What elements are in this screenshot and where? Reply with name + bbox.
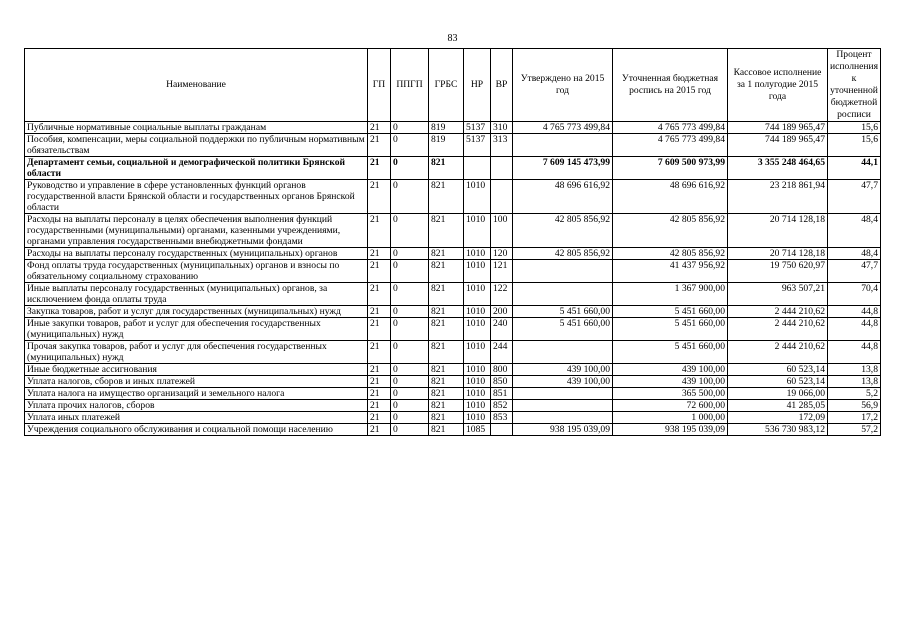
cell-gp: 21 xyxy=(368,364,391,376)
table-row xyxy=(25,424,881,436)
cell-ppgp: 0 xyxy=(391,306,429,318)
cell-percent: 48,4 xyxy=(828,248,881,260)
cell-grbs: 821 xyxy=(429,248,464,260)
cell-ppgp: 0 xyxy=(391,283,429,306)
cell-refined: 938 195 039,09 xyxy=(613,424,728,436)
cell-vr: 244 xyxy=(491,341,513,364)
cell-ppgp: 0 xyxy=(391,260,429,283)
cell-vr: 851 xyxy=(491,388,513,400)
cell-percent: 13,8 xyxy=(828,364,881,376)
cell-gp: 21 xyxy=(368,122,391,134)
cell-cash: 41 285,05 xyxy=(728,400,828,412)
cell-name: Руководство и управление в сфере установленных функций органов государственной власти Брянской области и государственных органов Брянской области xyxy=(25,180,368,214)
cell-name: Пособия, компенсации, меры социальной поддержки по публичным нормативным обязательствам xyxy=(25,134,368,157)
table-row xyxy=(25,180,881,214)
cell-gp: 21 xyxy=(368,388,391,400)
cell-grbs: 821 xyxy=(429,306,464,318)
cell-gp: 21 xyxy=(368,283,391,306)
cell-cash: 2 444 210,62 xyxy=(728,306,828,318)
cell-np: 1010 xyxy=(464,180,491,214)
cell-gp: 21 xyxy=(368,424,391,436)
cell-refined: 439 100,00 xyxy=(613,376,728,388)
cell-ppgp: 0 xyxy=(391,157,429,180)
cell-vr: 850 xyxy=(491,376,513,388)
cell-approved xyxy=(513,412,613,424)
table-row xyxy=(25,364,881,376)
page-number: 83 xyxy=(447,33,458,44)
cell-grbs: 819 xyxy=(429,134,464,157)
table-row xyxy=(25,341,881,364)
cell-refined: 365 500,00 xyxy=(613,388,728,400)
cell-ppgp: 0 xyxy=(391,388,429,400)
cell-cash: 536 730 983,12 xyxy=(728,424,828,436)
cell-gp: 21 xyxy=(368,214,391,248)
cell-approved: 938 195 039,09 xyxy=(513,424,613,436)
cell-refined: 5 451 660,00 xyxy=(613,306,728,318)
cell-np: 1010 xyxy=(464,214,491,248)
cell-cash: 744 189 965,47 xyxy=(728,134,828,157)
cell-approved xyxy=(513,341,613,364)
cell-approved: 42 805 856,92 xyxy=(513,214,613,248)
cell-ppgp: 0 xyxy=(391,400,429,412)
cell-vr: 100 xyxy=(491,214,513,248)
cell-grbs: 819 xyxy=(429,122,464,134)
cell-cash: 60 523,14 xyxy=(728,376,828,388)
cell-gp: 21 xyxy=(368,412,391,424)
cell-percent: 57,2 xyxy=(828,424,881,436)
cell-vr: 122 xyxy=(491,283,513,306)
header-name: Наименование xyxy=(25,49,368,122)
cell-cash: 172,09 xyxy=(728,412,828,424)
table-row xyxy=(25,412,881,424)
cell-vr: 121 xyxy=(491,260,513,283)
cell-approved xyxy=(513,388,613,400)
header-grbs: ГРБС xyxy=(429,49,464,122)
cell-name: Уплата иных платежей xyxy=(25,412,368,424)
cell-percent: 44,8 xyxy=(828,306,881,318)
cell-refined: 1 367 900,00 xyxy=(613,283,728,306)
table-row xyxy=(25,260,881,283)
cell-vr xyxy=(491,180,513,214)
cell-approved: 48 696 616,92 xyxy=(513,180,613,214)
cell-percent: 17,2 xyxy=(828,412,881,424)
cell-vr xyxy=(491,157,513,180)
cell-approved xyxy=(513,260,613,283)
cell-np: 1010 xyxy=(464,260,491,283)
cell-np: 1010 xyxy=(464,318,491,341)
cell-grbs: 821 xyxy=(429,283,464,306)
cell-vr: 310 xyxy=(491,122,513,134)
table-row xyxy=(25,122,881,134)
cell-refined: 4 765 773 499,84 xyxy=(613,134,728,157)
cell-gp: 21 xyxy=(368,248,391,260)
cell-np: 5137 xyxy=(464,122,491,134)
cell-ppgp: 0 xyxy=(391,341,429,364)
table-row xyxy=(25,134,881,157)
cell-name: Закупка товаров, работ и услуг для государственных (муниципальных) нужд xyxy=(25,306,368,318)
cell-grbs: 821 xyxy=(429,341,464,364)
cell-vr: 120 xyxy=(491,248,513,260)
header-vr: ВР xyxy=(491,49,513,122)
cell-percent: 15,6 xyxy=(828,134,881,157)
header-row xyxy=(25,49,881,122)
table-row xyxy=(25,318,881,341)
cell-refined: 48 696 616,92 xyxy=(613,180,728,214)
cell-np: 1010 xyxy=(464,376,491,388)
cell-cash: 23 218 861,94 xyxy=(728,180,828,214)
cell-np: 1010 xyxy=(464,306,491,318)
cell-grbs: 821 xyxy=(429,260,464,283)
cell-cash: 2 444 210,62 xyxy=(728,318,828,341)
cell-approved: 5 451 660,00 xyxy=(513,318,613,341)
cell-approved: 439 100,00 xyxy=(513,364,613,376)
cell-np: 1010 xyxy=(464,248,491,260)
cell-gp: 21 xyxy=(368,260,391,283)
cell-name: Иные закупки товаров, работ и услуг для обеспечения государственных (муниципальных) нужд xyxy=(25,318,368,341)
budget-table xyxy=(24,48,881,436)
cell-np: 5137 xyxy=(464,134,491,157)
table-row xyxy=(25,376,881,388)
cell-cash: 19 066,00 xyxy=(728,388,828,400)
cell-name: Иные бюджетные ассигнования xyxy=(25,364,368,376)
cell-ppgp: 0 xyxy=(391,214,429,248)
cell-vr: 800 xyxy=(491,364,513,376)
cell-gp: 21 xyxy=(368,400,391,412)
cell-name: Публичные нормативные социальные выплаты гражданам xyxy=(25,122,368,134)
cell-name: Департамент семьи, социальной и демографической политики Брянской области xyxy=(25,157,368,180)
cell-approved xyxy=(513,134,613,157)
cell-gp: 21 xyxy=(368,134,391,157)
cell-np: 1010 xyxy=(464,388,491,400)
cell-percent: 44,8 xyxy=(828,341,881,364)
header-cash: Кассовое исполнение за 1 полугодие 2015 года xyxy=(728,49,828,122)
cell-grbs: 821 xyxy=(429,157,464,180)
cell-cash: 20 714 128,18 xyxy=(728,248,828,260)
header-percent: Процент исполнения к уточненной бюджетной росписи xyxy=(828,49,881,122)
cell-approved: 7 609 145 473,99 xyxy=(513,157,613,180)
cell-vr: 853 xyxy=(491,412,513,424)
cell-ppgp: 0 xyxy=(391,248,429,260)
cell-gp: 21 xyxy=(368,376,391,388)
cell-gp: 21 xyxy=(368,180,391,214)
cell-percent: 48,4 xyxy=(828,214,881,248)
cell-cash: 3 355 248 464,65 xyxy=(728,157,828,180)
cell-vr: 240 xyxy=(491,318,513,341)
cell-grbs: 821 xyxy=(429,364,464,376)
cell-name: Уплата прочих налогов, сборов xyxy=(25,400,368,412)
cell-name: Прочая закупка товаров, работ и услуг для обеспечения государственных (муниципальных) нужд xyxy=(25,341,368,364)
cell-cash: 963 507,21 xyxy=(728,283,828,306)
table-row xyxy=(25,157,881,180)
cell-grbs: 821 xyxy=(429,412,464,424)
cell-refined: 41 437 956,92 xyxy=(613,260,728,283)
cell-np: 1010 xyxy=(464,412,491,424)
cell-np: 1085 xyxy=(464,424,491,436)
cell-cash: 60 523,14 xyxy=(728,364,828,376)
cell-gp: 21 xyxy=(368,341,391,364)
cell-name: Учреждения социального обслуживания и социальной помощи населению xyxy=(25,424,368,436)
cell-refined: 5 451 660,00 xyxy=(613,341,728,364)
cell-name: Расходы на выплаты персоналу в целях обеспечения выполнения функций государственными (муниципальными) органами, казенными учреждениями, органами управления государственными внебюджетными фондами xyxy=(25,214,368,248)
cell-approved: 439 100,00 xyxy=(513,376,613,388)
cell-cash: 2 444 210,62 xyxy=(728,341,828,364)
cell-refined: 7 609 500 973,99 xyxy=(613,157,728,180)
table-row xyxy=(25,248,881,260)
cell-approved: 5 451 660,00 xyxy=(513,306,613,318)
cell-percent: 44,8 xyxy=(828,318,881,341)
cell-grbs: 821 xyxy=(429,214,464,248)
cell-percent: 15,6 xyxy=(828,122,881,134)
cell-name: Уплата налогов, сборов и иных платежей xyxy=(25,376,368,388)
cell-vr: 313 xyxy=(491,134,513,157)
cell-refined: 5 451 660,00 xyxy=(613,318,728,341)
cell-percent: 47,7 xyxy=(828,260,881,283)
cell-refined: 4 765 773 499,84 xyxy=(613,122,728,134)
cell-vr: 852 xyxy=(491,400,513,412)
cell-ppgp: 0 xyxy=(391,180,429,214)
cell-grbs: 821 xyxy=(429,400,464,412)
cell-np: 1010 xyxy=(464,400,491,412)
cell-refined: 72 600,00 xyxy=(613,400,728,412)
header-gp: ГП xyxy=(368,49,391,122)
cell-ppgp: 0 xyxy=(391,376,429,388)
cell-np: 1010 xyxy=(464,364,491,376)
cell-grbs: 821 xyxy=(429,180,464,214)
cell-name: Фонд оплаты труда государственных (муниципальных) органов и взносы по обязательному социальному страхованию xyxy=(25,260,368,283)
cell-ppgp: 0 xyxy=(391,318,429,341)
cell-ppgp: 0 xyxy=(391,122,429,134)
header-refined: Уточненная бюджетная роспись на 2015 год xyxy=(613,49,728,122)
cell-refined: 42 805 856,92 xyxy=(613,214,728,248)
header-approved: Утверждено на 2015 год xyxy=(513,49,613,122)
cell-grbs: 821 xyxy=(429,388,464,400)
cell-name: Иные выплаты персоналу государственных (муниципальных) органов, за исключением фонда оплаты труда xyxy=(25,283,368,306)
cell-grbs: 821 xyxy=(429,376,464,388)
cell-ppgp: 0 xyxy=(391,424,429,436)
cell-cash: 20 714 128,18 xyxy=(728,214,828,248)
cell-percent: 44,1 xyxy=(828,157,881,180)
table-body xyxy=(25,122,881,436)
cell-cash: 19 750 620,97 xyxy=(728,260,828,283)
header-np: НР xyxy=(464,49,491,122)
cell-percent: 70,4 xyxy=(828,283,881,306)
cell-gp: 21 xyxy=(368,157,391,180)
cell-refined: 1 000,00 xyxy=(613,412,728,424)
cell-percent: 47,7 xyxy=(828,180,881,214)
cell-approved xyxy=(513,283,613,306)
cell-approved: 4 765 773 499,84 xyxy=(513,122,613,134)
table-row xyxy=(25,214,881,248)
cell-ppgp: 0 xyxy=(391,364,429,376)
cell-grbs: 821 xyxy=(429,318,464,341)
table-row xyxy=(25,388,881,400)
cell-refined: 42 805 856,92 xyxy=(613,248,728,260)
table-row xyxy=(25,306,881,318)
cell-vr: 200 xyxy=(491,306,513,318)
cell-gp: 21 xyxy=(368,306,391,318)
cell-np: 1010 xyxy=(464,341,491,364)
cell-cash: 744 189 965,47 xyxy=(728,122,828,134)
cell-percent: 13,8 xyxy=(828,376,881,388)
header-ppgp: ППГП xyxy=(391,49,429,122)
cell-vr xyxy=(491,424,513,436)
cell-approved xyxy=(513,400,613,412)
cell-refined: 439 100,00 xyxy=(613,364,728,376)
cell-percent: 56,9 xyxy=(828,400,881,412)
cell-gp: 21 xyxy=(368,318,391,341)
cell-np xyxy=(464,157,491,180)
cell-name: Расходы на выплаты персоналу государственных (муниципальных) органов xyxy=(25,248,368,260)
cell-ppgp: 0 xyxy=(391,134,429,157)
cell-percent: 5,2 xyxy=(828,388,881,400)
cell-grbs: 821 xyxy=(429,424,464,436)
cell-approved: 42 805 856,92 xyxy=(513,248,613,260)
table-row xyxy=(25,400,881,412)
table-row xyxy=(25,283,881,306)
cell-name: Уплата налога на имущество организаций и земельного налога xyxy=(25,388,368,400)
cell-np: 1010 xyxy=(464,283,491,306)
cell-ppgp: 0 xyxy=(391,412,429,424)
